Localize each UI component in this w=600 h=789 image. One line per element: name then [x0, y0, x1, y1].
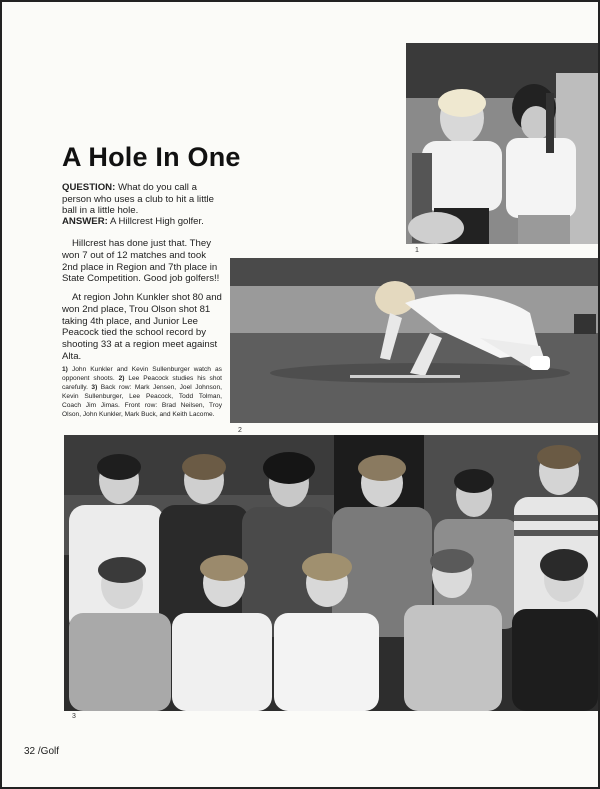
caption-number-1: 1) [62, 366, 68, 373]
page-folio [24, 746, 59, 757]
photo-number-3: 3 [72, 713, 76, 720]
photo-caption [62, 365, 222, 419]
question-label: QUESTION: [62, 182, 116, 193]
body-paragraph-2: At region John Kunkler shot 80 and won 2nd place, Trou Olson shot 81 taking 4th place, and Junior Lee Peacock tied the school record by shooting 33 at a region meet against Alta. [62, 292, 222, 362]
question-block [62, 182, 222, 217]
photo-number-2: 2 [238, 427, 242, 434]
question-text: What do you call a person who uses a club to hit a little ball in a little hole. [62, 182, 214, 217]
page-number: 32 [24, 746, 36, 757]
caption-text-2: Lee Peacock studies his shot carefully. [62, 375, 222, 391]
section-name: /Golf [37, 746, 60, 757]
photo-number-1: 1 [415, 247, 419, 254]
caption-text-3: Back row: Mark Jensen, Joel Johnson, Kevin Sullenburger, Lee Peacock, Todd Tolman, Coach Jim Jimas. Front row: Brad Neilsen, Troy Olson, John Kunkler, Mark Buck, and Keith Lacome. [62, 384, 222, 418]
caption-number-2: 2) [118, 375, 125, 382]
answer-label: ANSWER: [62, 216, 108, 227]
answer-block [62, 216, 222, 228]
caption-text-1: John Kunkler and Kevin Sullenburger watch as opponent shoots. [62, 366, 222, 382]
photo-golfer-on-green [230, 258, 598, 423]
page-title: A Hole In One [62, 142, 241, 172]
caption-number-3: 3) [91, 384, 98, 391]
answer-text: A Hillcrest High golfer. [109, 216, 204, 227]
body-paragraph-1: Hillcrest has done just that. They won 7 out of 12 matches and took 2nd place in Region and 7th place in State Competition. Good job golfers!! [62, 238, 220, 285]
photo-golfers-watching [406, 43, 598, 244]
photo-team-portrait [64, 435, 598, 711]
